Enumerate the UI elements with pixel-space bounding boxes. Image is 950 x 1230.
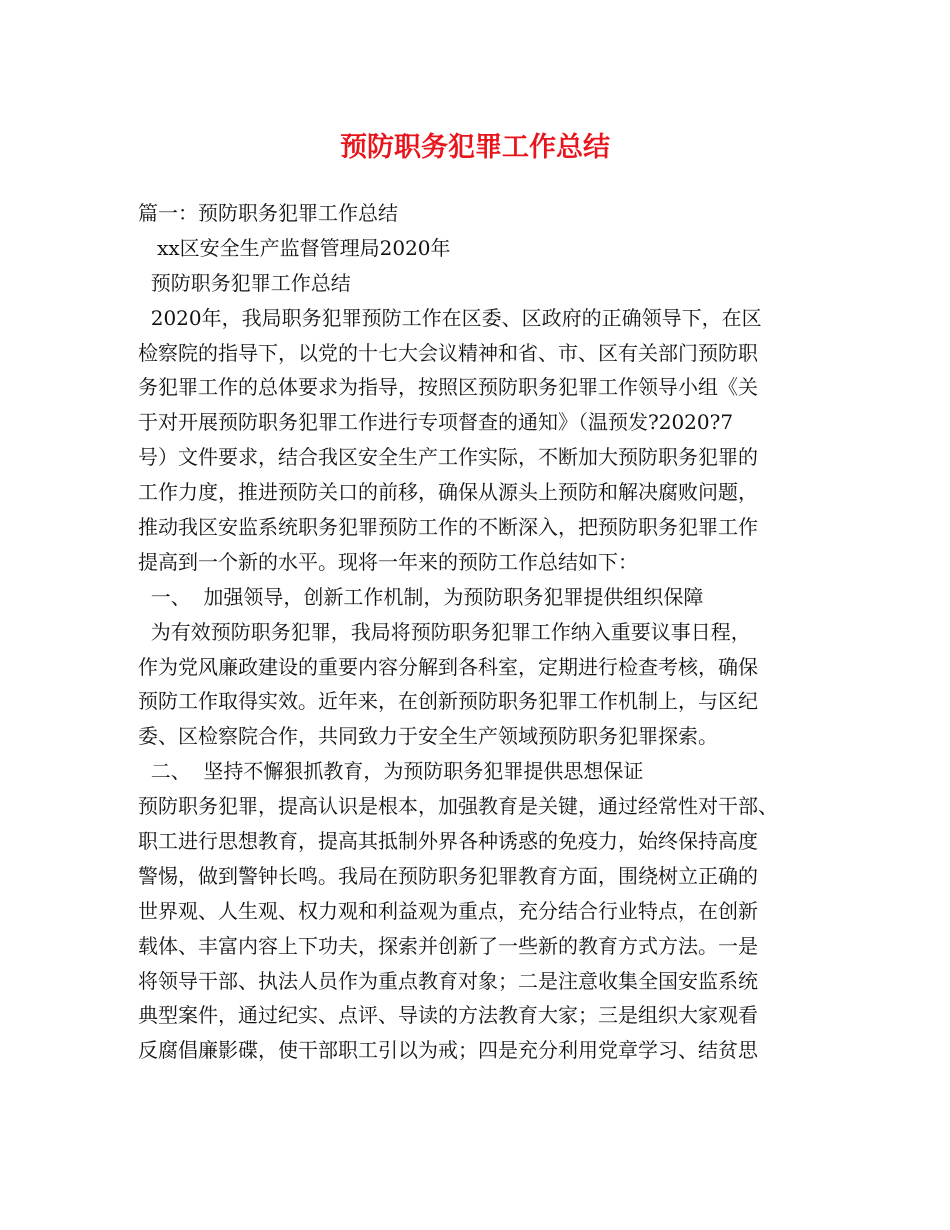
paragraph-line: 一、 加强领导，创新工作机制，为预防职务犯罪提供组织保障 — [138, 584, 704, 609]
paragraph-line: 载体、丰富内容上下功夫，探索并创新了一些新的教育方式方法。一是 — [138, 933, 758, 958]
paragraph-line: 为有效预防职务犯罪，我局将预防职务犯罪工作纳入重要议事日程， — [138, 619, 751, 644]
paragraph-line: 反腐倡廉影碟，使干部职工引以为戒；四是充分利用党章学习、结贫思 — [138, 1038, 758, 1063]
paragraph-line: 提高到一个新的水平。现将一年来的预防工作总结如下： — [138, 549, 638, 574]
paragraph-line: 警惕，做到警钟长鸣。我局在预防职务犯罪教育方面，围绕树立正确的 — [138, 863, 758, 888]
paragraph-line: 号）文件要求，结合我区安全生产工作实际，不断加大预防职务犯罪的 — [138, 445, 758, 470]
paragraph-line: 务犯罪工作的总体要求为指导，按照区预防职务犯罪工作领导小组《关 — [138, 375, 758, 400]
paragraph-line: 预防职务犯罪工作总结 — [138, 270, 351, 295]
paragraph-line: 工作力度，推进预防关口的前移，确保从源头上预防和解决腐败问题， — [138, 480, 758, 505]
paragraph-line: 检察院的指导下，以党的十七大会议精神和省、市、区有关部门预防职 — [138, 340, 758, 365]
paragraph-line: 二、 坚持不懈狠抓教育，为预防职务犯罪提供思想保证 — [138, 759, 644, 784]
paragraph-line: 将领导干部、执法人员作为重点教育对象；二是注意收集全国安监系统 — [138, 968, 758, 993]
paragraph-line: 预防工作取得实效。近年来，在创新预防职务犯罪工作机制上，与区纪 — [138, 689, 758, 714]
paragraph-line: 预防职务犯罪，提高认识是根本，加强教育是关键，通过经常性对干部、 — [138, 794, 778, 819]
paragraph-line: 作为党风廉政建设的重要内容分解到各科室，定期进行检查考核，确保 — [138, 654, 758, 679]
paragraph-line: 于对开展预防职务犯罪工作进行专项督查的通知》（温预发?2020?7 — [138, 410, 734, 435]
paragraph-line: 2020年，我局职务犯罪预防工作在区委、区政府的正确领导下，在区 — [138, 305, 762, 330]
document-body — [138, 196, 828, 1068]
document-title: 预防职务犯罪工作总结 — [340, 132, 610, 163]
paragraph-line: xx区安全生产监督管理局2020年 — [138, 235, 451, 260]
paragraph-line: 委、区检察院合作，共同致力于安全生产领域预防职务犯罪探索。 — [138, 724, 718, 749]
paragraph-line: 职工进行思想教育，提高其抵制外界各种诱惑的免疫力，始终保持高度 — [138, 829, 758, 854]
paragraph-line: 推动我区安监系统职务犯罪预防工作的不断深入，把预防职务犯罪工作 — [138, 515, 758, 540]
paragraph-line: 世界观、人生观、权力观和利益观为重点，充分结合行业特点，在创新 — [138, 898, 758, 923]
paragraph-line: 篇一：预防职务犯罪工作总结 — [138, 201, 398, 225]
paragraph-line: 典型案件，通过纪实、点评、导读的方法教育大家；三是组织大家观看 — [138, 1003, 758, 1028]
